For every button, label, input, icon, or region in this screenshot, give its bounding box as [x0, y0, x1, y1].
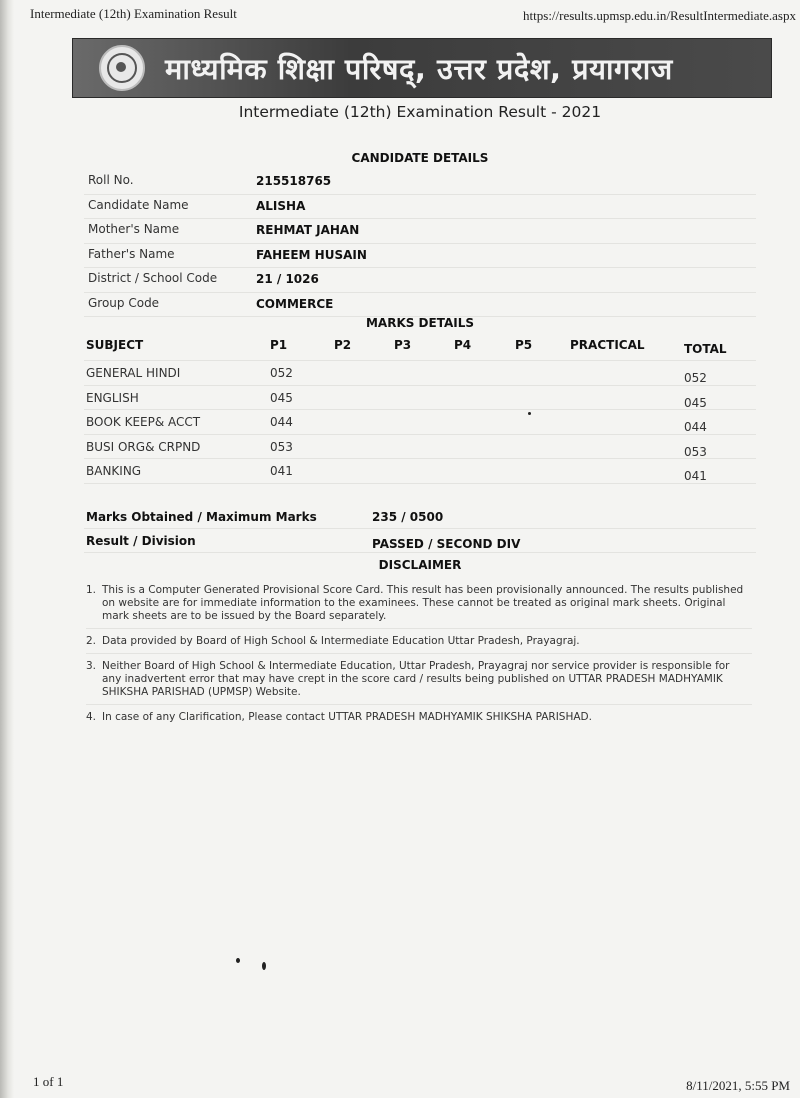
table-row — [84, 410, 756, 435]
column-header-p5: P5 — [515, 338, 533, 352]
field-value: REHMAT JAHAN — [256, 223, 360, 237]
field-label: Roll No. — [88, 173, 134, 187]
cell-total: 041 — [684, 469, 707, 483]
field-value: 21 / 1026 — [256, 272, 319, 286]
result-summary — [84, 505, 756, 553]
cell-total: 052 — [684, 371, 707, 385]
cell-subject: BUSI ORG& CRPND — [86, 439, 201, 454]
field-value: FAHEEM HUSAIN — [256, 247, 367, 262]
cell-p1: 045 — [270, 390, 293, 405]
column-header-practical: PRACTICAL — [570, 338, 645, 352]
print-page-title: Intermediate (12th) Examination Result — [30, 6, 237, 21]
disclaimer-item — [86, 711, 752, 729]
cell-p1: 052 — [270, 366, 293, 380]
disclaimer-heading: DISCLAIMER — [378, 558, 462, 572]
result-division-value: PASSED / SECOND DIV — [372, 537, 521, 551]
cell-subject: ENGLISH — [86, 390, 139, 405]
marks-obtained-label: Marks Obtained / Maximum Marks — [86, 510, 317, 524]
cell-p1: 041 — [270, 464, 293, 478]
scan-speck — [262, 962, 266, 970]
print-header — [30, 6, 796, 26]
result-division-label: Result / Division — [86, 534, 196, 548]
print-timestamp: 8/11/2021, 5:55 PM — [686, 1078, 790, 1093]
candidate-row-mother-name — [84, 219, 756, 244]
scan-speck — [236, 958, 240, 963]
field-value: COMMERCE — [256, 296, 334, 311]
board-banner — [72, 38, 772, 98]
cell-total: 044 — [684, 420, 707, 434]
disclaimer-text: Data provided by Board of High School & Intermediate Education Uttar Pradesh, Prayagraj. — [102, 635, 580, 647]
disclaimer-item — [86, 660, 752, 705]
disclaimer-item — [86, 635, 752, 654]
disclaimer-text: This is a Computer Generated Provisional Score Card. This result has been provisionally announced. The results published on website are for immediate information to the examinees. These cannot be treated as original mark sheets. Original mark sheets are to be issued by the Board separately. — [102, 584, 744, 622]
disclaimer-text: Neither Board of High School & Intermediate Education, Uttar Pradesh, Prayagraj nor service provider is responsible for any inadvertent error that may have crept in the score card / results being published on UTTAR PRADESH MADHYAMIK SHIKSHA PARISHAD (UPMSP) Website. — [102, 660, 730, 698]
marks-obtained-row — [84, 505, 756, 529]
column-header-p1: P1 — [270, 338, 288, 352]
column-header-p3: P3 — [394, 338, 412, 352]
marks-table-header — [84, 333, 756, 361]
scan-speck — [528, 412, 531, 415]
cell-p1: 053 — [270, 439, 293, 454]
field-label: Candidate Name — [88, 197, 189, 212]
marks-obtained-value: 235 / 0500 — [372, 510, 444, 524]
cell-subject: BANKING — [86, 464, 142, 478]
cell-subject: BOOK KEEP& ACCT — [86, 415, 201, 429]
table-row — [84, 435, 756, 460]
page-title: Intermediate (12th) Examination Result - 2021 — [238, 103, 602, 121]
candidate-row-roll-no — [84, 170, 756, 195]
disclaimer-number: 3. — [86, 660, 97, 672]
candidate-row-district-school — [84, 268, 756, 293]
marks-table — [84, 333, 756, 484]
table-row — [84, 386, 756, 411]
column-header-total: TOTAL — [684, 342, 727, 356]
print-url: https://results.upmsp.edu.in/ResultIntermediate.aspx — [523, 8, 796, 23]
table-row — [84, 459, 756, 484]
candidate-details-heading: CANDIDATE DETAILS — [351, 151, 489, 165]
cell-subject: GENERAL HINDI — [86, 366, 181, 380]
field-label: Mother's Name — [88, 222, 180, 236]
table-row — [84, 361, 756, 386]
cell-total: 053 — [684, 444, 707, 459]
column-header-p2: P2 — [334, 338, 352, 352]
disclaimer-number: 4. — [86, 711, 97, 723]
field-label: Father's Name — [88, 246, 175, 261]
cell-p1: 044 — [270, 415, 293, 429]
column-header-subject: SUBJECT — [86, 338, 144, 352]
field-value: ALISHA — [256, 198, 306, 213]
candidate-details — [84, 170, 756, 317]
candidate-row-name — [84, 195, 756, 220]
board-name-hindi: माध्यमिक शिक्षा परिषद्, उत्तर प्रदेश, प्रयागराज — [165, 52, 673, 86]
field-label: District / School Code — [88, 271, 218, 285]
page-count: 1 of 1 — [33, 1074, 64, 1089]
field-label: Group Code — [88, 295, 160, 310]
candidate-row-father-name — [84, 244, 756, 269]
disclaimer-number: 1. — [86, 584, 97, 596]
column-header-p4: P4 — [454, 338, 472, 352]
disclaimer-number: 2. — [86, 635, 97, 647]
result-division-row — [84, 529, 756, 553]
cell-total: 045 — [684, 395, 707, 410]
disclaimer-item — [86, 584, 752, 629]
disclaimer-list — [86, 584, 752, 735]
candidate-row-group-code — [84, 293, 756, 318]
disclaimer-text: In case of any Clarification, Please contact UTTAR PRADESH MADHYAMIK SHIKSHA PARISHAD. — [102, 711, 592, 723]
marks-details-heading: MARKS DETAILS — [365, 316, 475, 330]
field-value: 215518765 — [256, 174, 332, 188]
upmsp-emblem-icon — [99, 45, 145, 91]
